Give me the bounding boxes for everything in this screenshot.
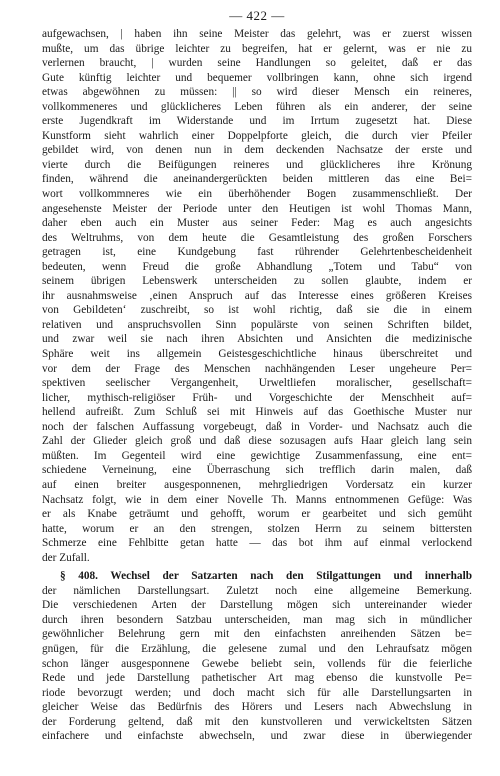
text-line: einfachere und einfachste abwechseln, und zwar diese in überwiegender [42,730,472,743]
text-line: der Forderung geltend, daß mit den kunstvolleren und verwickeltsten Sätzen [42,715,472,728]
text-line: Die verschiedenen Arten der Darstellung mögen sich untereinander wieder [42,599,472,612]
text-line: Nachsatz folgt, wie in dem einer Novelle Th. Manns entnommenen Gefüge: Was [42,493,472,506]
text-line: schon länger ausgesponnene Gewebe beliebt sein, vollends für die feierliche [42,657,472,670]
text-line: aufgewachsen, | haben ihn seine Meister das gelehrt, was er zuerst wissen [42,28,472,40]
text-line: gnügen, für die Erzählung, die gelesene zumal und den Lehraufsatz mögen [42,642,472,655]
text-line: verlernen braucht, | wurden seine Handlungen so geleitet, daß er das [42,57,472,70]
text-line: der nämlichen Darstellungsart. Zuletzt noch eine allgemeine Bemerkung. [42,584,472,597]
text-line: getragen ist, eine Kundgebung fast rührender Gelehrtenbescheidenheit [42,246,472,259]
text-line: ihr ausnahmsweise ‚einen Anspruch auf das Interesse eines größeren Kreises [42,289,472,302]
text-line: etwas abgewöhnen zu müssen: || so wird dieser Mensch ein reineres, [42,86,472,99]
text-line: spektiven seelischer Vergangenheit, Urweltliefen moralischer, gesellschaft= [42,377,472,390]
text-line: müßten. Im Gegenteil wird eine gewichtige Zusammenfassung, eine ent= [42,449,472,462]
text-line: hatte, worum er an den strengen, stolzen Herrn zu seinem bittersten [42,522,472,535]
page-number: — 422 — [229,8,285,23]
text-line: angesehenste Meister der Periode unter den Heutigen ist wohl Thomas Mann, [42,202,472,215]
paragraph [42,27,472,565]
text-line: § 408. Wechsel der Satzarten nach den Stilgattungen und innerhalb [60,570,472,583]
page-body [42,27,472,744]
text-line: Zahl der Glieder gleich groß und daß diese sozusagen aufs Haar gleich lang sein [42,435,472,448]
text-line: auf einen breiter ausgesponnenen, mehrgliedrigen Vordersatz ein kurzer [42,478,472,491]
text-line: gebildet wird, von denen nun in dem deckenden Nachsatze der erste und [42,144,472,157]
text-line: finden, während die aneinandergerückten beiden mittleren das eine Bei= [42,173,472,186]
text-line: bedeuten, wenn Freud die große Abhandlung „Totem und Tabu“ von [42,260,472,273]
text-line: gewöhnlicher Belehrung gern mit den einfachsten anreihenden Sätzen be= [42,628,472,641]
text-line: der Zufall. [42,551,90,564]
text-line: mußte, um das übrige leichter zu begreifen, hat er gelernt, was er nie zu [42,42,472,55]
text-line: riode bevorzugt werden; und doch macht sich für alle Darstellungsarten in [42,686,472,699]
text-line: gleicher Weise das Bedürfnis des Hörers und Lesers nach Abwechslung in [42,701,472,714]
text-line: vierte durch die Beifügungen reineres und glücklicheres ihre Krönung [42,158,472,171]
text-line: licher, mythisch-religiöser Früh- und Vorgeschichte der Menschheit auf= [42,391,472,404]
text-line: wort vollkommneres wie ein überhöhender Bogen zusammenschließt. Der [42,188,472,201]
text-line: vor dem der Frage des Menschen nachhängenden Leser ungeheure Per= [42,362,472,375]
text-line: noch der falschen Auffassung vorgebeugt, daß in Vorder- und Nachsatz auch die [42,420,472,433]
text-line: erste Jugendkraft im Widerstande und im Irrtum zugesetzt hat. Diese [42,115,472,128]
text-line: schiedene Verneinung, eine Überraschung sich trefflich darin malen, daß [42,464,472,477]
text-line: seinem übrigen Lebenswerk unterscheiden zu sollen glaubte, indem er [42,275,472,288]
text-line: Gute künftig leichter und bequemer vollbringen kann, ohne sich irgend [42,71,472,84]
text-line: Kunstform sieht wahrlich einer Doppelpforte gleich, die durch vier Pfeiler [42,129,472,142]
text-line: von Gebildeten‘ zuschreibt, so ist wohl richtig, daß sie die in einem [42,304,472,317]
text-line: durch ihren besondern Satzbau unterscheiden, man mag sich in mündlicher [42,613,472,626]
text-line: Schmerze eine Fehlbitte getan hatte — das bot ihm auf einmal verlockend [42,537,472,550]
text-line: daher eben auch ein Muster aus seiner Feder: Mag es auch angesichts [42,217,472,230]
text-line: vollkommeneres und glücklicheres Leben führen als ein anderer, der seine [42,100,472,113]
text-line: Sphäre weit ins allgemein Geistesgeschichtliche hinaus überschreitet und [42,348,472,361]
text-line: Rede und jede Darstellung pathetischer Art mag ebenso die kunstvolle Pe= [42,672,472,685]
text-line: und zwar weil sie nach ihren Absichten und Ansichten die medizinische [42,333,472,346]
text-line: hellend aufreißt. Zum Schluß sei mit Hinweis auf das Goethische Muster nur [42,406,472,419]
paragraph-section-408 [42,569,472,744]
text-line: des Weltruhms, von dem heute die Gesamtleistung des großen Forschers [42,231,472,244]
text-line: er als Knabe geträumt und gehofft, worum er gearbeitet und sich gemüht [42,508,472,521]
text-line: relativen und anspruchsvollen Sinn populärste von seinen Schriften bildet, [42,318,472,331]
